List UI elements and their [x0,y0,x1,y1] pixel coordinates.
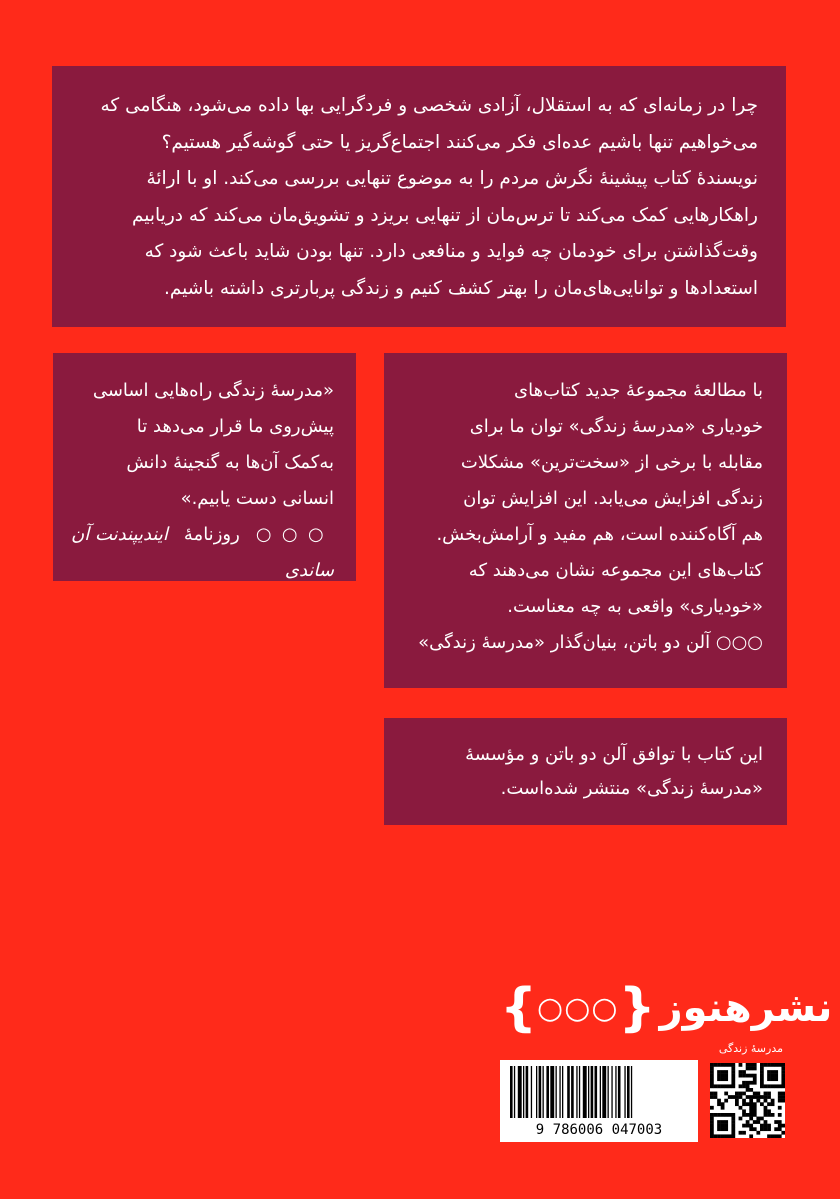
note-line: این کتاب با توافق آلن دو باتن و مؤسسهٔ [465,744,763,765]
quote-attribution [71,517,334,589]
barcode-bars [508,1066,690,1118]
series-name: مدرسهٔ زندگی [718,1042,783,1055]
description-line: می‌خواهیم تنها باشیم عده‌ای فکر می‌کنند اجتماع‌گریز یا حتی گوشه‌گیر هستیم؟ [161,131,758,153]
logo-open-brace: { [618,978,656,1038]
description-line: استعدادها و توانایی‌های‌مان را بهتر کشف کنیم و زندگی پربارتری داشته باشیم. [163,277,758,299]
quote-line: هم آگاه‌کننده است، هم مفید و آرامش‌بخش. [436,524,763,545]
quote-line: مقابله با برخی از «سخت‌ترین» مشکلات [460,452,763,473]
description-line: وقت‌گذاشتن برای خودمان چه فواید و منافعی دارد. تنها بودن شاید باعث شود که [144,241,758,262]
description-line: راهکارهایی کمک می‌کند تا ترس‌مان از تنهایی بریزد و تشویق‌مان می‌کند که دریابیم [132,204,758,226]
newspaper-quote-panel [53,353,356,581]
quote-line: انسانی دست یابیم.» [180,488,334,509]
note-line: «مدرسهٔ زندگی» منتشر شده‌است. [500,778,763,799]
publisher-logo [500,978,833,1038]
author-quote-panel [384,353,787,688]
publication-note-panel [384,718,787,825]
logo-dots: ○○○ [537,990,619,1026]
quote-line: با مطالعهٔ مجموعهٔ جدید کتاب‌های [514,380,763,401]
quote-line: کتاب‌های این مجموعه نشان می‌دهند که [468,560,763,581]
quote-line: «مدرسهٔ زندگی راه‌هایی اساسی [92,380,334,401]
isbn-number: 9 786006 047003 [535,1122,663,1138]
description-panel [52,66,786,327]
attribution-source: ایندیپندنت آن ساندی [71,524,334,581]
attribution-prefix: ○○○ روزنامهٔ [167,524,334,545]
qr-code-icon [710,1063,785,1138]
quote-line: خودیاری «مدرسهٔ زندگی» توان ما برای [469,416,763,437]
quote-line: پیش‌روی ما قرار می‌دهد تا [136,416,334,437]
quote-line: به‌کمک آن‌ها به گنجینهٔ دانش [126,452,334,473]
description-line: چرا در زمانه‌ای که به استقلال، آزادی شخصی و فردگرایی بها داده می‌شود، هنگامی که [100,95,758,116]
description-line: نویسندهٔ کتاب پیشینهٔ نگرش مردم را به موضوع تنهایی بررسی می‌کند. او با ارائهٔ [146,168,758,189]
logo-close-brace: } [500,978,538,1038]
quote-line: زندگی افزایش می‌یابد. این افزایش توان [463,488,763,509]
quote-attribution: ○○○ آلن دو باتن، بنیان‌گذار «مدرسهٔ زندگی» [418,632,763,653]
barcode [500,1060,698,1142]
quote-line: «خودیاری» واقعی به چه معناست. [507,596,763,617]
publisher-name: نشرهنوز [659,985,833,1031]
